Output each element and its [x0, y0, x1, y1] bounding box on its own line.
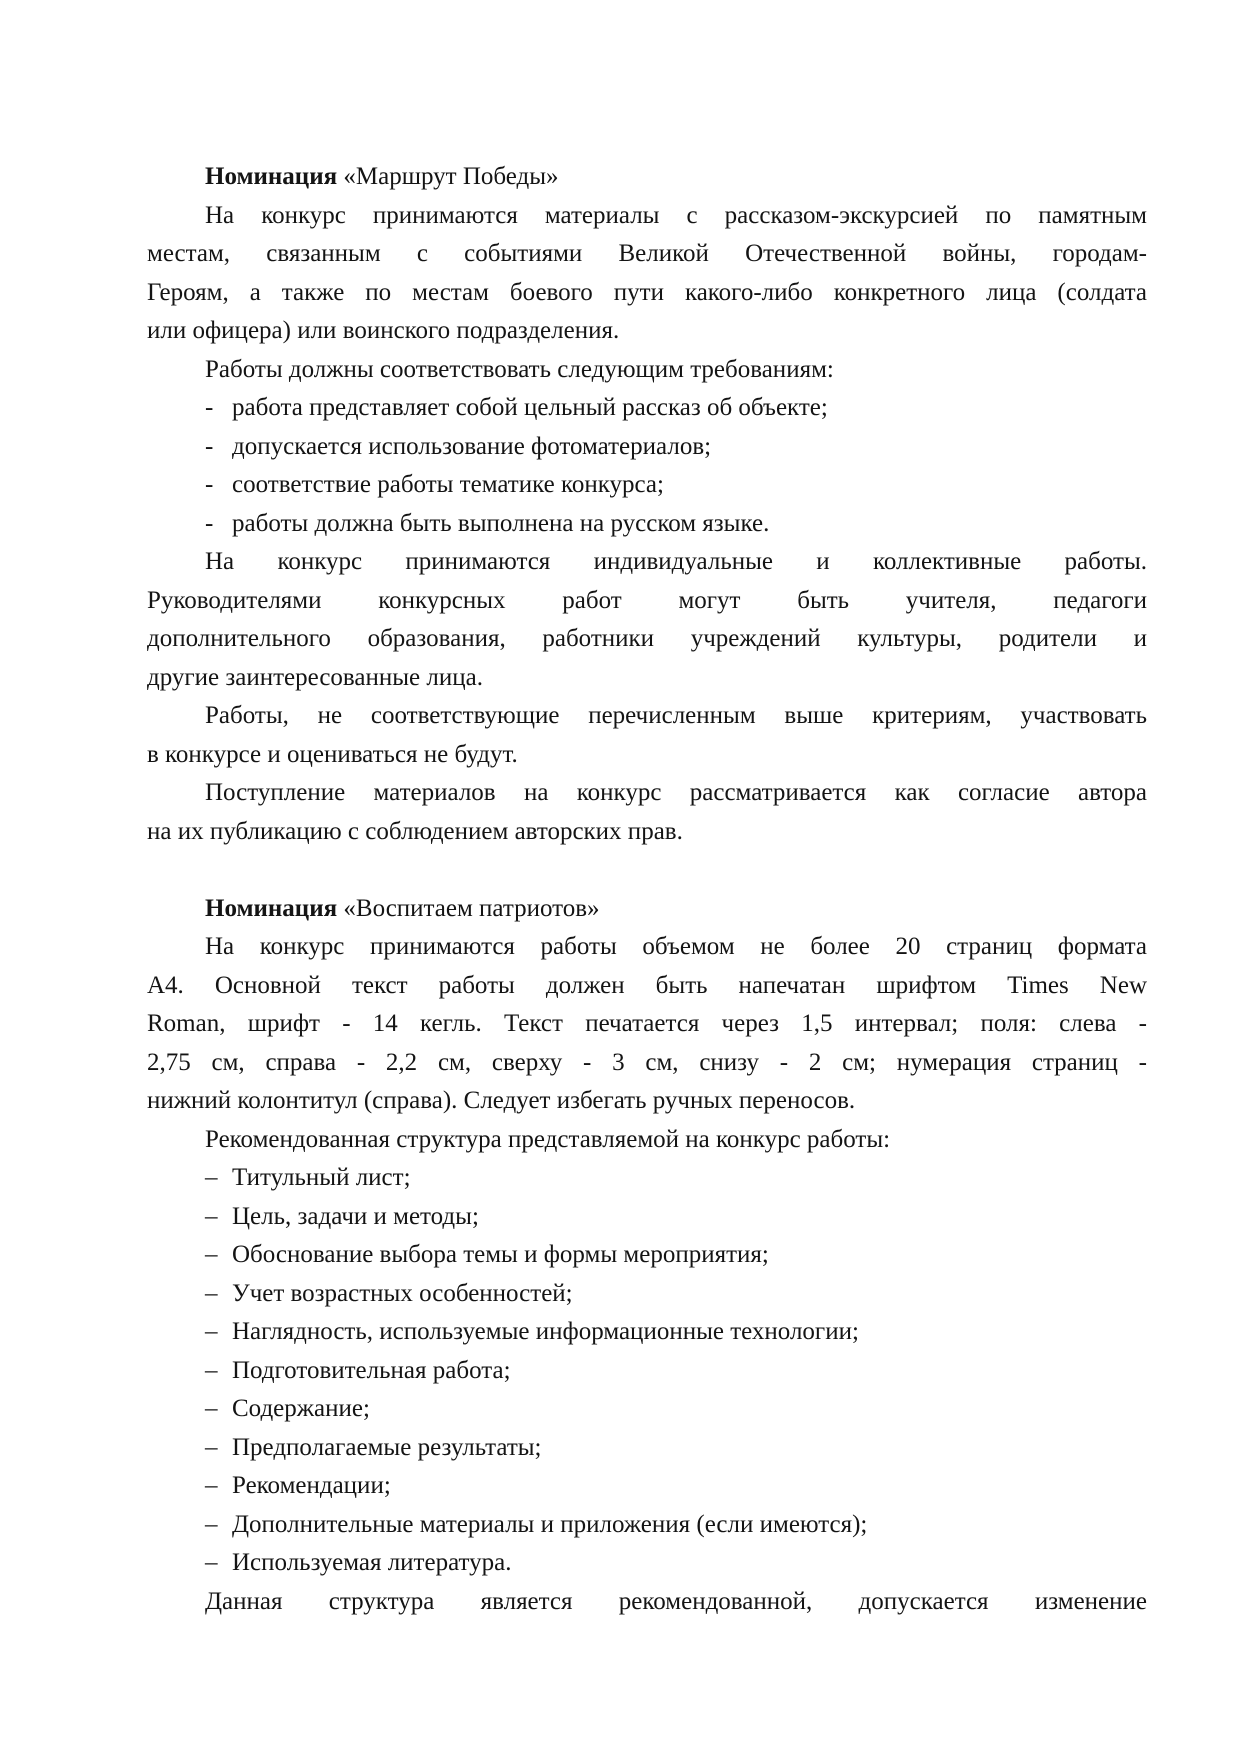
paragraph-line: в конкурсе и оцениваться не будут. [147, 740, 518, 768]
section-heading [147, 890, 1147, 929]
list-item [147, 1198, 1147, 1237]
requirements-title: Работы должны соответствовать следующим требованиям: [205, 355, 834, 383]
paragraph-line: на их публикацию с соблюдением авторских прав. [147, 817, 683, 845]
heading-label: Номинация [205, 894, 338, 922]
paragraph-line: Данная структура является рекомендованной, допускается изменение [205, 1587, 1147, 1615]
list-item [147, 1544, 1147, 1583]
list-marker: – [205, 1279, 218, 1307]
paragraph-line: местам, связанным с событиями Великой Отечественной войны, городам- [147, 240, 1147, 267]
paragraph-line: А4. Основной текст работы должен быть напечатан шрифтом Times New [147, 971, 1147, 999]
list-marker: – [205, 1549, 218, 1576]
paragraph-line: Поступление материалов на конкурс рассматривается как согласие автора [205, 779, 1147, 806]
list-marker: – [205, 1241, 218, 1268]
list-item-text: работа представляет собой цельный рассказ об объекте; [232, 394, 828, 421]
paragraph-line: дополнительного образования, работники учреждений культуры, родители и [147, 625, 1147, 652]
list-item [147, 1506, 1147, 1545]
list-item-text: Титульный лист; [232, 1164, 411, 1191]
list-marker: - [205, 471, 214, 498]
list-item-text: Подготовительная работа; [232, 1356, 511, 1384]
list-item [147, 1467, 1147, 1506]
list-marker: – [205, 1433, 218, 1461]
list-item-text: Наглядность, используемые информационные технологии; [232, 1318, 859, 1345]
paragraph-line: 2,75 см, справа - 2,2 см, сверху - 3 см, снизу - 2 см; нумерация страниц - [147, 1048, 1147, 1076]
list-marker: – [205, 1318, 218, 1345]
list-marker: - [205, 394, 214, 421]
list-marker: – [205, 1164, 218, 1191]
paragraph-line: Roman, шрифт - 14 кегль. Текст печатается через 1,5 интервал; поля: слева - [147, 1010, 1147, 1037]
heading-title: «Воспитаем патриотов» [343, 894, 600, 922]
list-item [147, 505, 1147, 544]
paragraph-line: На конкурс принимаются индивидуальные и коллективные работы. [205, 548, 1147, 575]
list-item-text: Используемая литература. [232, 1549, 512, 1576]
list-marker: – [205, 1356, 218, 1384]
list-item-text: Цель, задачи и методы; [232, 1202, 479, 1230]
list-item [147, 1352, 1147, 1391]
list-marker: - [205, 509, 214, 537]
paragraph-line: другие заинтересованные лица. [147, 663, 483, 691]
paragraph-line: На конкурс принимаются работы объемом не более 20 страниц формата [205, 933, 1147, 960]
list-marker: – [205, 1472, 218, 1499]
paragraph-line: На конкурс принимаются материалы с рассказом-экскурсией по памятным [205, 201, 1147, 229]
list-item [147, 1159, 1147, 1198]
list-item-text: Дополнительные материалы и приложения (если имеются); [232, 1510, 868, 1538]
heading-label: Номинация [205, 163, 338, 190]
paragraph-line: нижний колонтитул (справа). Следует избегать ручных переносов. [147, 1087, 856, 1114]
list-item [147, 1429, 1147, 1468]
list-marker: - [205, 432, 214, 460]
paragraph-line: Руководителями конкурсных работ могут быть учителя, педагоги [147, 586, 1147, 614]
list-item [147, 389, 1147, 428]
paragraph-line: Героям, а также по местам боевого пути какого-либо конкретного лица (солдата [147, 278, 1147, 306]
list-item-text: работы должна быть выполнена на русском языке. [232, 509, 770, 537]
list-item-text: Содержание; [232, 1395, 370, 1422]
list-item-text: Учет возрастных особенностей; [232, 1279, 573, 1307]
list-item [147, 1275, 1147, 1314]
structure-title: Рекомендованная структура представляемой на конкурс работы: [205, 1125, 891, 1153]
document-page [147, 158, 1147, 1621]
list-item-text: Предполагаемые результаты; [232, 1433, 542, 1461]
list-marker: – [205, 1202, 218, 1230]
list-item [147, 428, 1147, 467]
list-item-text: допускается использование фотоматериалов; [232, 432, 712, 460]
list-item-text: соответствие работы тематике конкурса; [232, 471, 664, 498]
list-item [147, 1236, 1147, 1275]
list-item [147, 466, 1147, 505]
list-item-text: Обоснование выбора темы и формы мероприятия; [232, 1241, 769, 1268]
list-item-text: Рекомендации; [232, 1472, 391, 1499]
list-item [147, 1313, 1147, 1352]
paragraph-line: или офицера) или воинского подразделения. [147, 317, 620, 344]
heading-title: «Маршрут Победы» [343, 163, 559, 190]
section-spacer [147, 851, 1147, 890]
paragraph-line: Работы, не соответствующие перечисленным выше критериям, участвовать [205, 702, 1147, 729]
list-marker: – [205, 1510, 218, 1538]
list-item [147, 1390, 1147, 1429]
section-heading [147, 158, 1147, 197]
list-marker: – [205, 1395, 218, 1422]
